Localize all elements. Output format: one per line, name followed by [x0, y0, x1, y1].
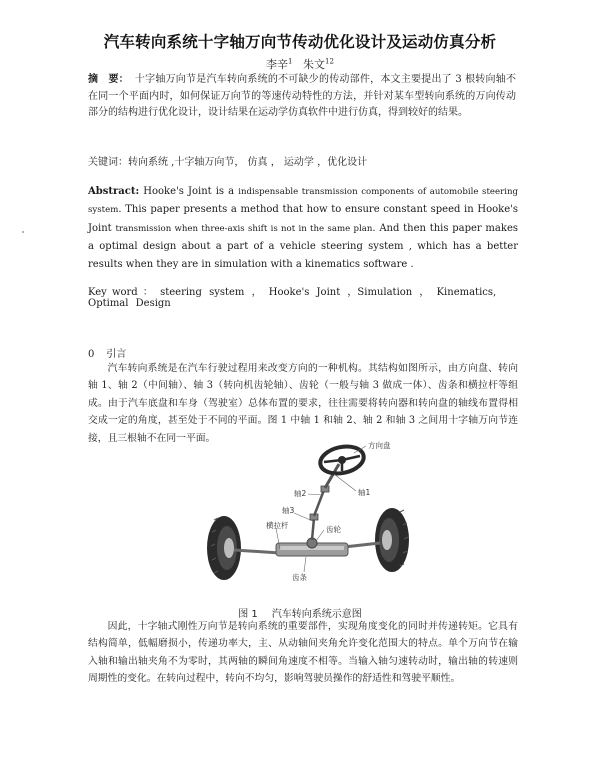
author-name: 李辛: [266, 58, 289, 71]
abstract-cn-label: 摘 要：: [88, 74, 129, 85]
body-paragraph-2: 因此，十字轴式刚性万向节是转向系统的重要部件，实现角度变化的同时并传递转矩。它具有结构简单，低幅磨损小，传递功率大，主、从动轴间夹角允许变化范围大的特点。单个万向节在输入轴和输出轴夹角不为零时，其两轴的瞬间角速度不相等。当输入轴匀速转动时，输出轴的转速则周期性的变化。在转向过程中，转向不均匀，影响驾驶员操作的舒适性和驾驶平顺性。: [88, 621, 518, 685]
scan-speck: [22, 231, 24, 233]
leader-shaft1: [334, 474, 356, 491]
keywords-english: [88, 283, 518, 309]
abstract-english: [88, 183, 518, 274]
label-shaft2: 轴2: [294, 489, 307, 498]
abstract-chinese: [88, 72, 516, 122]
abstract-en-part1: Hooke's Joint is a: [143, 186, 235, 197]
author-line: [0, 56, 600, 72]
figure-caption-text: 汽车转向系统示意图: [271, 609, 362, 620]
intro-paragraph: 汽车转向系统是在汽车行驶过程用来改变方向的一种机构。其结构如图所示，由方向盘、转向轴 1、轴 2（中间轴）、轴 3（转向机齿轮轴）、齿轮（一般与轴 3 做成一体）、齿条和横拉杆等组成。由于汽车底盘和车身（驾驶室）总体布置的要求，往往需要将转向器和转向盘的轴线布置得相交成一定的角度，甚至处于不同的平面。图 1 中轴 1 和轴 2、轴 2 和轴 3 之间用十字轴万向节连接，且三根轴不在同一平面。: [88, 363, 518, 444]
section-heading: [88, 345, 126, 360]
section-number: 0: [88, 349, 95, 360]
steering-diagram: [196, 440, 426, 605]
label-rack: 齿条: [292, 573, 307, 582]
keywords-en-text: steering system ， Hooke's Joint ，Simulation ， Kinematics, Optimal Design: [88, 287, 497, 309]
author-name: 朱文: [303, 58, 326, 71]
abstract-en-part1-small: indispensable transmission components of automobile steering system: [88, 187, 518, 216]
keywords-cn-label: 关键词：: [88, 157, 128, 168]
leader-rack: [304, 557, 306, 572]
paper-title: 汽车转向系统十字轴万向节传动优化设计及运动仿真分析: [103, 33, 497, 51]
section-title: 引言: [106, 349, 127, 360]
right-wheel: [375, 508, 409, 572]
steering-system-figure: [196, 440, 426, 605]
tie-rod-right: [344, 543, 380, 547]
label-shaft3: 轴3: [282, 506, 295, 515]
keywords-cn-text: 转向系统 ,十字轴万向节， 仿真 ， 运动学 ，优化设计: [128, 157, 368, 168]
label-shaft1: 轴1: [358, 488, 371, 497]
keywords-en-label: Key word ：: [88, 287, 153, 298]
leader-pinion: [316, 530, 324, 541]
abstract-en-part2-small: transmission when three-axis shift is not in the same plan: [115, 223, 373, 234]
label-steering-wheel: 方向盘: [368, 441, 391, 450]
left-wheel: [207, 516, 241, 580]
abstract-en-part2: . This paper presents a method that how to ensure constant speed in Hooke's Joint: [88, 204, 518, 234]
steering-wheel: [318, 443, 366, 478]
leader-shaft2: [308, 494, 323, 495]
label-pinion: 齿轮: [326, 525, 341, 534]
abstract-en-part3: . And then this paper makes a optimal design about a part of a vehicle steering system , which has a better results when they are in simulation with a kinematics software .: [88, 222, 518, 271]
shaft-2: [314, 490, 324, 516]
label-tie-rod: 横拉杆: [266, 521, 289, 530]
tie-rod-left: [234, 550, 280, 553]
author-affiliation: 1: [288, 57, 293, 66]
author-affiliation: 12: [325, 57, 334, 66]
abstract-en-label: Abstract:: [88, 186, 140, 197]
abstract-cn-text: 十字轴万向节是汽车转向系统的不可缺少的传动部件，本文主要提出了 3 根转向轴不在同一个平面内时，如何保证万向节的等速传动特性的方法，并针对某车型转向系统的万向传动部分的结构进行优化设计，设计结果在运动学仿真软件中进行仿真，得到较好的结果。: [88, 74, 516, 118]
keywords-chinese: [88, 153, 516, 168]
figure-number: 图 1: [238, 609, 258, 620]
